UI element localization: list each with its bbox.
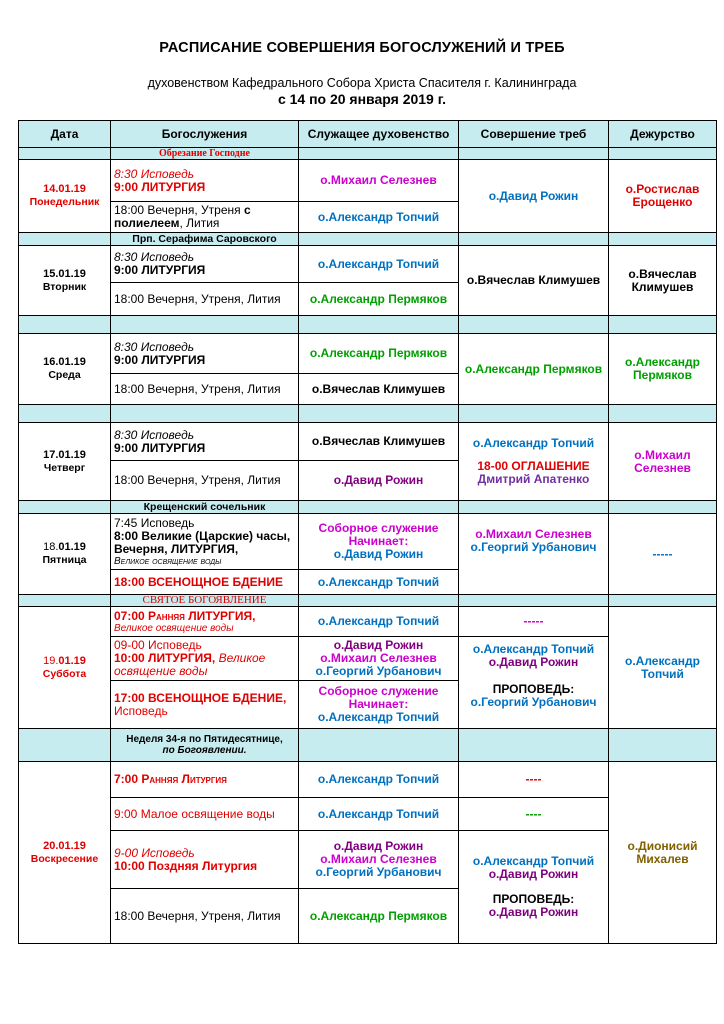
table-row <box>19 160 717 202</box>
clergy-cell: о.Александр Топчий <box>299 798 459 831</box>
rites-cell: о.Александр Топчий о.Давид Рожин ПРОПОВЕДЬ: о.Давид Рожин <box>459 831 609 944</box>
separator-row <box>19 405 717 423</box>
rites-cell: о.Вячеслав Климушев <box>459 246 609 316</box>
service-cell: 8:30 Исповедь 9:00 ЛИТУРГИЯ <box>111 334 299 374</box>
feast-label: СВЯТОЕ БОГОЯВЛЕНИЕ <box>111 595 299 607</box>
clergy-cell: о.Вячеслав Климушев <box>299 374 459 405</box>
page-subtitle: духовенством Кафедрального Собора Христа Спасителя г. Калининграда <box>147 76 577 90</box>
rites-cell: о.Михаил Селезнев о.Георгий Урбанович <box>459 514 609 595</box>
clergy-cell: о.Давид Рожин о.Михаил Селезнев о.Георгий Урбанович <box>299 831 459 889</box>
col-header-clergy: Служащее духовенство <box>299 121 459 148</box>
col-header-services: Богослужения <box>111 121 299 148</box>
rites-cell: о.Александр Пермяков <box>459 334 609 405</box>
clergy-cell: о.Вячеслав Климушев <box>299 423 459 461</box>
clergy-cell: о.Александр Пермяков <box>299 889 459 944</box>
feast-row <box>19 501 717 514</box>
service-cell: 17:00 ВСЕНОЩНОЕ БДЕНИЕ, Исповедь <box>111 681 299 729</box>
date-cell: 20.01.19 Воскресение <box>19 762 111 944</box>
rites-cell: о.Давид Рожин <box>459 160 609 233</box>
feast-label: Обрезание Господне <box>111 148 299 160</box>
col-header-date: Дата <box>19 121 111 148</box>
rites-cell: о.Александр Топчий 18-00 ОГЛАШЕНИЕ Дмитрий Апатенко <box>459 423 609 501</box>
separator-row <box>19 316 717 334</box>
clergy-cell: о.Александр Топчий <box>299 762 459 798</box>
service-cell: 07:00 Ранняя ЛИТУРГИЯ, Великое освящение воды <box>111 607 299 637</box>
clergy-cell: о.Давид Рожин о.Михаил Селезнев о.Георгий Урбанович <box>299 637 459 681</box>
date-cell: 19.01.19 Суббота <box>19 607 111 729</box>
schedule-table <box>18 120 717 944</box>
duty-cell: ----- <box>609 514 717 595</box>
service-cell: 8:30 Исповедь 9:00 ЛИТУРГИЯ <box>111 423 299 461</box>
duty-cell: о.Александр Топчий <box>609 607 717 729</box>
page-title: РАСПИСАНИЕ СОВЕРШЕНИЯ БОГОСЛУЖЕНИЙ И ТРЕБ <box>159 40 565 56</box>
clergy-cell: Соборное служение Начинает: о.Александр Топчий <box>299 681 459 729</box>
service-cell: 7:45 Исповедь 8:00 Великие (Царские) часы, Вечерня, ЛИТУРГИЯ, Великое освящение воды <box>111 514 299 570</box>
rites-cell: ---- <box>459 762 609 798</box>
service-cell: 8:30 Исповедь 9:00 ЛИТУРГИЯ <box>111 246 299 283</box>
date-cell: 17.01.19 Четверг <box>19 423 111 501</box>
duty-cell: о.Александр Пермяков <box>609 334 717 405</box>
clergy-cell: о.Давид Рожин <box>299 461 459 501</box>
service-cell: 9:00 Малое освящение воды <box>111 798 299 831</box>
feast-row <box>19 148 717 160</box>
table-row <box>19 762 717 798</box>
col-header-rites: Совершение треб <box>459 121 609 148</box>
duty-cell: о.Дионисий Михалев <box>609 762 717 944</box>
clergy-cell: о.Александр Топчий <box>299 570 459 595</box>
service-cell: 7:00 Ранняя Литургия <box>111 762 299 798</box>
feast-row <box>19 233 717 246</box>
duty-cell: о.Михаил Селезнев <box>609 423 717 501</box>
service-cell: 18:00 Вечерня, Утреня, Лития <box>111 283 299 316</box>
feast-label: Неделя 34-я по Пятидесятнице, по Богоявлении. <box>111 729 299 762</box>
col-header-duty: Дежурство <box>609 121 717 148</box>
clergy-cell: о.Александр Пермяков <box>299 283 459 316</box>
service-cell: 9-00 Исповедь 10:00 Поздняя Литургия <box>111 831 299 889</box>
date-range: с 14 по 20 января 2019 г. <box>277 91 447 107</box>
clergy-cell: о.Александр Топчий <box>299 607 459 637</box>
feast-row <box>19 595 717 607</box>
date-cell: 15.01.19 Вторник <box>19 246 111 316</box>
clergy-cell: о.Александр Топчий <box>299 246 459 283</box>
rites-cell: ---- <box>459 798 609 831</box>
clergy-cell: о.Александр Пермяков <box>299 334 459 374</box>
service-cell: 18:00 ВСЕНОЩНОЕ БДЕНИЕ <box>111 570 299 595</box>
duty-cell: о.Ростислав Ерощенко <box>609 160 717 233</box>
table-row <box>19 423 717 461</box>
table-row <box>19 607 717 637</box>
duty-cell: о.Вячеслав Климушев <box>609 246 717 316</box>
rites-cell: о.Александр Топчий о.Давид Рожин ПРОПОВЕДЬ: о.Георгий Урбанович <box>459 637 609 729</box>
service-cell: 18:00 Вечерня, Утреня, Лития <box>111 461 299 501</box>
service-cell: 18:00 Вечерня, Утреня, Лития <box>111 889 299 944</box>
service-cell: 18:00 Вечерня, Утреня с полиелеем, Лития <box>111 202 299 233</box>
table-row <box>19 334 717 374</box>
clergy-cell: о.Михаил Селезнев <box>299 160 459 202</box>
date-cell: 14.01.19 Понедельник <box>19 160 111 233</box>
clergy-cell: о.Александр Топчий <box>299 202 459 233</box>
feast-label: Прп. Серафима Саровского <box>111 233 299 246</box>
table-row <box>19 514 717 570</box>
feast-label: Крещенский сочельник <box>111 501 299 514</box>
service-cell: 09-00 Исповедь 10:00 ЛИТУРГИЯ, Великое освящение воды <box>111 637 299 681</box>
service-cell: 18:00 Вечерня, Утреня, Лития <box>111 374 299 405</box>
service-cell: 8:30 Исповедь 9:00 ЛИТУРГИЯ <box>111 160 299 202</box>
table-header-row <box>19 121 717 148</box>
clergy-cell: Соборное служение Начинает: о.Давид Рожин <box>299 514 459 570</box>
table-row <box>19 246 717 283</box>
date-cell: 16.01.19 Среда <box>19 334 111 405</box>
date-cell: 18.01.19 Пятница <box>19 514 111 595</box>
feast-row <box>19 729 717 762</box>
rites-cell: ----- <box>459 607 609 637</box>
